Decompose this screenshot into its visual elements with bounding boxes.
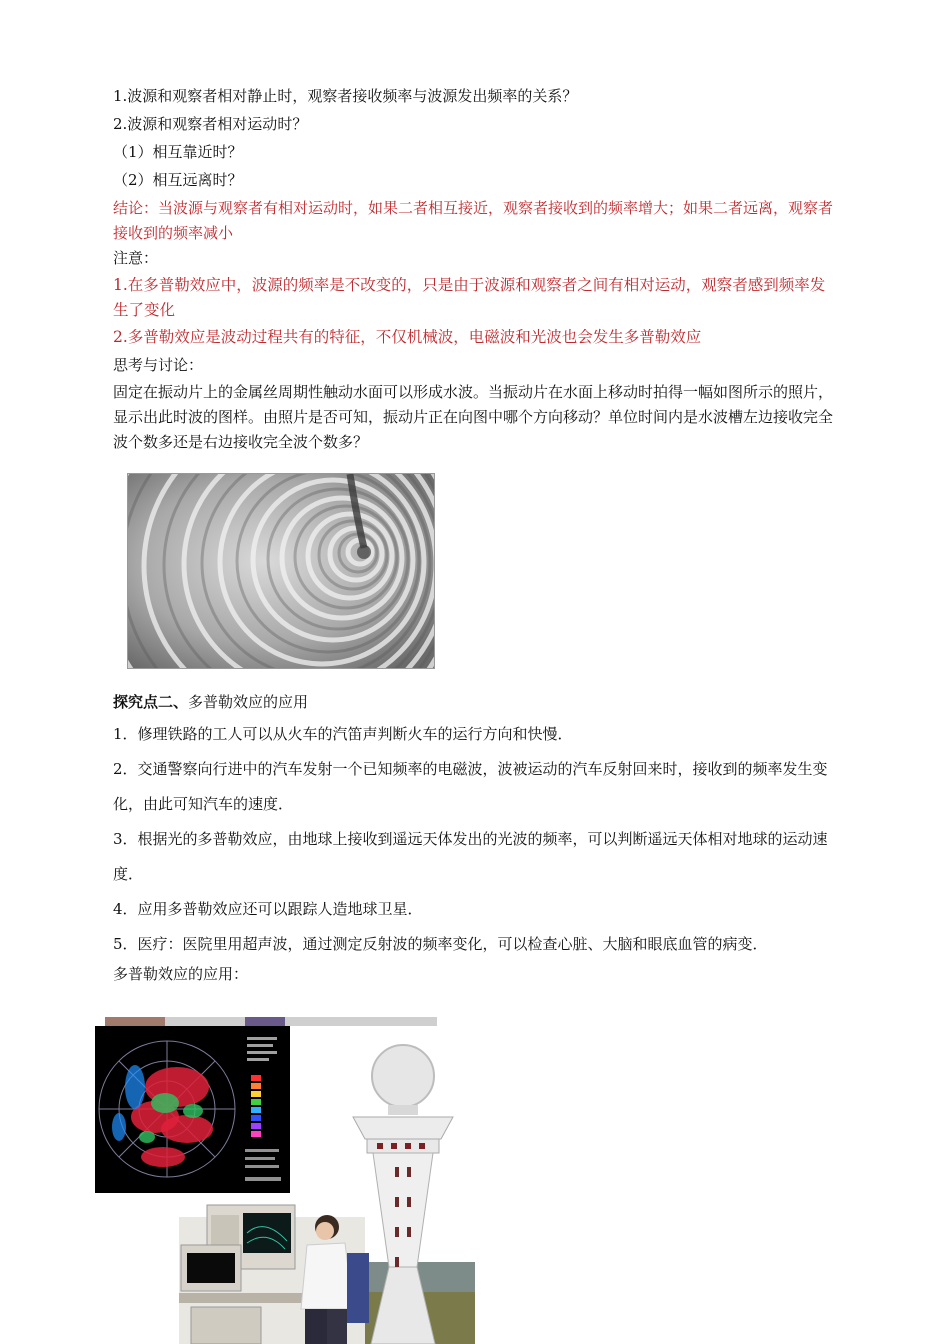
conclusion-text: 结论：当波源与观察者有相对运动时，如果二者相互接近，观察者接收到的频率增大；如果二者远离，观察者接收到的频率减小	[113, 199, 834, 242]
application-4: 4．应用多普勒效应还可以跟踪人造地球卫星．	[113, 900, 423, 918]
text-block-top	[113, 84, 838, 455]
doppler-radar-collage	[95, 1017, 475, 1344]
section-title-rest: 多普勒效应的应用	[188, 693, 309, 711]
question-2-2: （2）相互远离时？	[113, 171, 243, 189]
discussion-text: 固定在振动片上的金属丝周期性触动水面可以形成水波。当振动片在水面上移动时拍得一幅如图所示的照片，显示出此时波的图样。由照片是否可知，振动片正在向图中哪个方向移动？单位时间内是水波槽左边接收完全波个数多还是右边接收完全波个数多？	[113, 383, 834, 451]
question-2: 2.波源和观察者相对运动时？	[113, 115, 308, 133]
section-applications	[113, 690, 838, 987]
application-3: 3．根据光的多普勒效应，由地球上接收到遥远天体发出的光波的频率，可以判断遥远天体相对地球的运动速度．	[113, 830, 828, 883]
radar-collage-image	[95, 1017, 475, 1344]
note-1: 1.在多普勒效应中，波源的频率是不改变的，只是由于波源和观察者之间有相对运动，观察者感到频率发生了变化	[113, 276, 826, 319]
water-wave-image	[128, 474, 434, 668]
note-2: 2.多普勒效应是波动过程共有的特征，不仅机械波，电磁波和光波也会发生多普勒效应	[113, 328, 702, 346]
application-2: 2．交通警察向行进中的汽车发射一个已知频率的电磁波，波被运动的汽车反射回来时，接收到的频率发生变化，由此可知汽车的速度．	[113, 760, 828, 813]
application-1: 1．修理铁路的工人可以从火车的汽笛声判断火车的运行方向和快慢．	[113, 725, 573, 743]
discussion-label: 思考与讨论：	[113, 356, 204, 374]
application-5: 5．医疗：医院里用超声波，通过测定反射波的频率变化，可以检查心脏、大脑和眼底血管的病变．	[113, 935, 768, 953]
applications-closing: 多普勒效应的应用：	[113, 965, 249, 983]
section-title-bold: 探究点二、	[113, 693, 189, 711]
question-2-1: （1）相互靠近时？	[113, 143, 243, 161]
section-title	[113, 690, 838, 715]
water-wave-photo	[127, 473, 435, 669]
note-label: 注意：	[113, 249, 159, 267]
question-1: 1.波源和观察者相对静止时，观察者接收频率与波源发出频率的关系？	[113, 87, 578, 105]
